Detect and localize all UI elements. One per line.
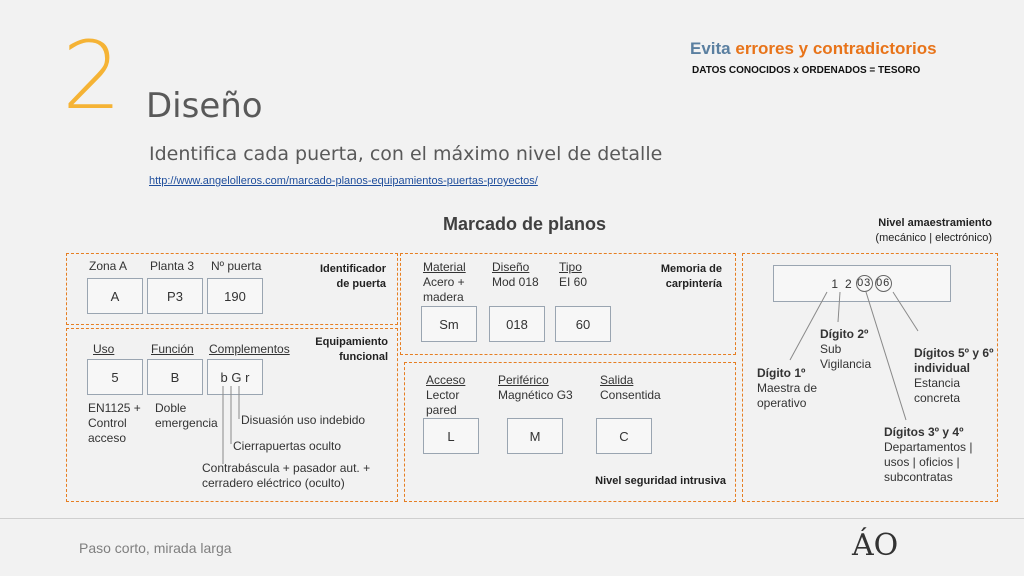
footer-divider: [0, 518, 1024, 519]
uso-description: [88, 401, 141, 446]
page-title: Diseño: [146, 86, 263, 126]
field-label-tipo: Tipo: [559, 260, 582, 274]
note-line: cerradero eléctrico (oculto): [202, 476, 345, 490]
field-label-material: Material: [423, 260, 466, 274]
desc-line: pared: [426, 403, 457, 417]
label-line: funcional: [339, 350, 388, 363]
seguridad-acceso: [426, 373, 465, 418]
slogan-part-a: Evita: [690, 39, 736, 58]
desc-line: EN1125 +: [88, 401, 141, 415]
label-line: Identificador: [319, 263, 386, 275]
legend-title: individual: [914, 361, 971, 375]
value-box-uso: 5: [87, 359, 143, 395]
digitos-3-4-legend: [884, 425, 973, 485]
legend-title: Dígitos 3º y 4º: [884, 425, 964, 439]
value-box-tipo: 60: [555, 306, 611, 342]
note-contrabascula: [202, 461, 370, 491]
desc-line: madera: [423, 290, 464, 304]
panel-identificador-label: [290, 262, 386, 292]
label-line: Memoria de: [660, 263, 722, 275]
legend-line: Estancia: [914, 376, 961, 390]
legend-line: Maestra de: [757, 381, 818, 395]
panel-seguridad-label: Nivel seguridad intrusiva: [595, 475, 726, 487]
page-subtitle: Identifica cada puerta, con el máximo nivel de detalle: [149, 143, 663, 165]
value-box-complementos: b G r: [207, 359, 263, 395]
legend-line: usos | oficios |: [884, 455, 960, 469]
value-box-periferico: M: [507, 418, 563, 454]
slide-number: 2: [62, 22, 122, 131]
slogan-part-b: errores y contradictorios: [735, 39, 937, 58]
digits-3-4: 03: [856, 275, 873, 292]
legend-line: Departamentos |: [884, 440, 973, 454]
value-box-material: Sm: [421, 306, 477, 342]
field-label-acceso: Acceso: [426, 373, 466, 387]
legend-line: operativo: [757, 396, 807, 410]
panel-carpinteria-label: [620, 262, 722, 292]
reference-link[interactable]: http://www.angelolleros.com/marcado-planos-equipamientos-puertas-proyectos/: [149, 175, 538, 187]
digits-5-6: 06: [875, 275, 892, 292]
value-box-acceso: L: [423, 418, 479, 454]
value-box-diseno: 018: [489, 306, 545, 342]
amaestramiento-subtitle: (mecánico | electrónico): [875, 232, 992, 244]
legend-title: Dígito 1º: [757, 366, 806, 380]
value-box-zona: A: [87, 278, 143, 314]
desc-line: Acero +: [423, 275, 465, 289]
note-line: Contrabáscula + pasador aut. +: [202, 461, 371, 475]
note-disuasion: Disuasión uso indebido: [241, 413, 366, 427]
field-label-planta: Planta 3: [150, 259, 195, 273]
field-label-uso: Uso: [93, 342, 115, 356]
carpinteria-tipo: [559, 260, 587, 290]
digito-1-legend: [757, 366, 817, 411]
legend-title: Dígito 2º: [820, 327, 869, 341]
digito-2-legend: [820, 327, 871, 372]
field-label-funcion: Función: [151, 342, 194, 356]
legend-line: concreta: [914, 391, 961, 405]
panel-equipamiento-label: [290, 335, 388, 365]
field-label-puerta: Nº puerta: [211, 259, 262, 273]
seguridad-periferico: [498, 373, 573, 403]
desc-line: Control: [88, 416, 127, 430]
field-label-diseno: Diseño: [492, 260, 530, 274]
desc-line: Magnético G3: [498, 388, 573, 402]
desc-line: Lector: [426, 388, 460, 402]
funcion-description: [155, 401, 218, 431]
label-line: carpintería: [665, 277, 722, 290]
amaestramiento-title: Nivel amaestramiento: [878, 217, 992, 229]
legend-line: Sub: [820, 342, 842, 356]
desc-line: Mod 018: [492, 275, 539, 289]
digitos-5-6-legend: [914, 346, 993, 406]
legend-line: subcontratas: [884, 470, 953, 484]
carpinteria-diseno: [492, 260, 539, 290]
slogan: [690, 39, 937, 59]
value-box-salida: C: [596, 418, 652, 454]
footer-tagline: Paso corto, mirada larga: [79, 540, 232, 556]
field-label-periferico: Periférico: [498, 373, 549, 387]
seguridad-salida: [600, 373, 661, 403]
value-box-puerta: 190: [207, 278, 263, 314]
digit-1: 1: [831, 276, 839, 291]
note-cierrapuertas: Cierrapuertas oculto: [233, 439, 342, 453]
desc-line: acceso: [88, 431, 127, 445]
desc-line: EI 60: [559, 275, 588, 289]
field-label-salida: Salida: [600, 373, 634, 387]
digit-2: 2: [845, 276, 853, 291]
desc-line: Doble: [155, 401, 187, 415]
desc-line: emergencia: [155, 416, 218, 430]
brand-logo: ÁO: [852, 528, 899, 563]
formula-text: DATOS CONOCIDOS x ORDENADOS = TESORO: [692, 65, 921, 76]
value-box-funcion: B: [147, 359, 203, 395]
amaestramiento-code-box: [773, 265, 951, 302]
value-box-planta: P3: [147, 278, 203, 314]
field-label-complementos: Complementos: [209, 342, 290, 356]
section-title: Marcado de planos: [443, 214, 607, 234]
label-line: Equipamiento: [315, 336, 388, 348]
desc-line: Consentida: [600, 388, 661, 402]
field-label-zona: Zona A: [89, 259, 128, 273]
legend-line: Vigilancia: [820, 357, 872, 371]
carpinteria-material: [423, 260, 466, 305]
legend-title: Dígitos 5º y 6º: [914, 346, 994, 360]
label-line: de puerta: [336, 277, 386, 290]
